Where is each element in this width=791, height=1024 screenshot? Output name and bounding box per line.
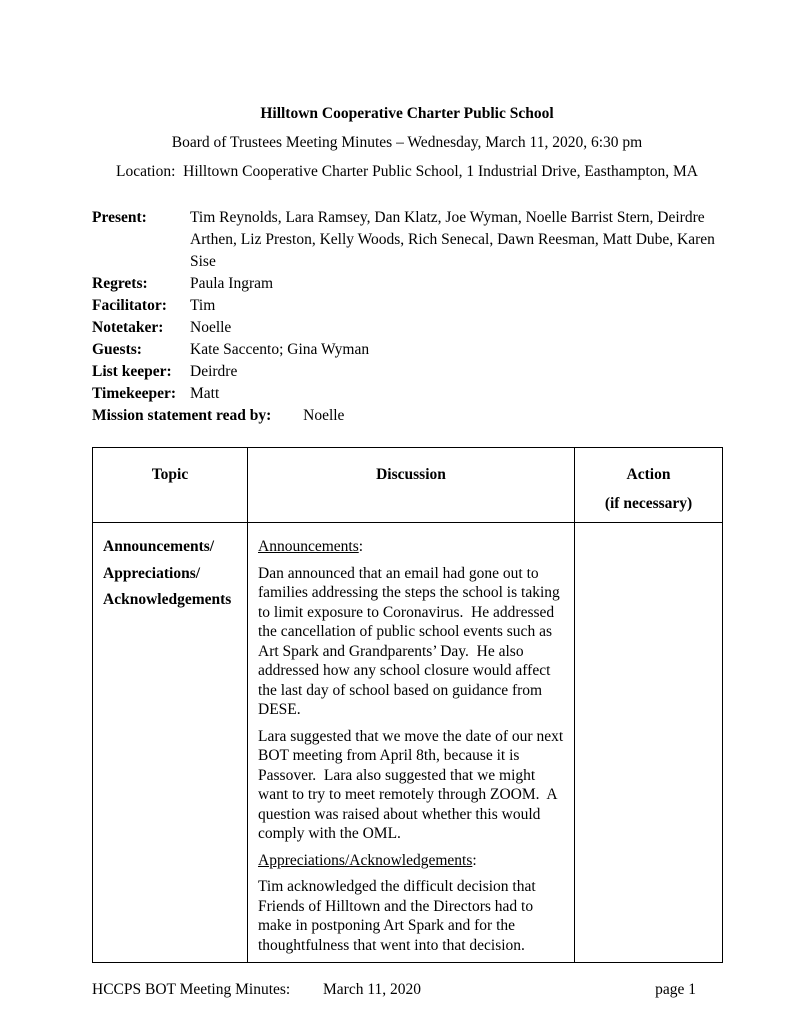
discussion-heading-text: Appreciations/Acknowledgements	[258, 851, 473, 869]
discussion-paragraph: Tim acknowledged the difficult decision that Friends of Hilltown and the Directors had to make in postponing Art Spark and for the thoughtfulness that went into that decision.	[258, 878, 540, 954]
column-header-discussion-label: Discussion	[376, 466, 446, 483]
roster-label: Present:	[92, 209, 147, 226]
meeting-subtitle: Board of Trustees Meeting Minutes – Wednesday, March 11, 2020, 6:30 pm	[171, 134, 643, 151]
column-header-topic	[93, 448, 248, 523]
discussion-heading-colon: :	[472, 851, 477, 869]
document-title: Hilltown Cooperative Charter Public School	[260, 105, 554, 122]
topic-line: Acknowledgements	[103, 591, 232, 608]
roster-value: Paula Ingram	[190, 275, 274, 292]
column-header-action	[575, 448, 723, 523]
roster-list	[92, 207, 722, 427]
roster-row-present	[92, 207, 722, 273]
roster-label: Notetaker:	[92, 319, 164, 336]
topic-line: Announcements/	[103, 538, 215, 555]
meeting-location: Location: Hilltown Cooperative Charter Public School, 1 Industrial Drive, Easthampton, MA	[115, 163, 698, 180]
topic-cell	[93, 523, 248, 963]
footer-document-label: HCCPS BOT Meeting Minutes:	[92, 981, 291, 998]
roster-value: Noelle	[303, 407, 345, 424]
roster-label: Guests:	[92, 341, 142, 358]
roster-value: Tim	[190, 297, 216, 314]
discussion-heading	[258, 851, 566, 871]
roster-value: Kate Saccento; Gina Wyman	[190, 341, 370, 358]
action-cell	[575, 523, 723, 963]
discussion-heading-text: Announcements	[258, 538, 359, 555]
footer-date: March 11, 2020	[323, 981, 422, 998]
column-header-action-sublabel: (if necessary)	[604, 494, 693, 512]
roster-row-timekeeper	[92, 383, 722, 405]
roster-label: Timekeeper:	[92, 385, 177, 402]
discussion-heading-colon: :	[358, 538, 364, 555]
document-header	[92, 103, 722, 183]
roster-row-notetaker	[92, 317, 722, 339]
discussion-paragraph: Lara suggested that we move the date of our next BOT meeting from April 8th, because it is Passover. Lara also suggested that we might want to try to meet remotely through ZOOM. A question was raised about whether this would comply with the OML.	[258, 727, 568, 842]
discussion-cell	[248, 523, 575, 963]
roster-label: Facilitator:	[92, 297, 167, 314]
roster-value: Deirdre	[190, 363, 238, 380]
roster-value: Matt	[190, 385, 220, 402]
table-header-row	[93, 448, 723, 523]
page-footer	[92, 979, 722, 1001]
discussion-paragraph: Dan announced that an email had gone out to families addressing the steps the school is taking to limit exposure to Coronavirus. He addressed the cancellation of public school events such as Art Spark and Grandparents’ Day. He also addressed how any school closure would affect the last day of school based on guidance from DESE.	[258, 564, 564, 718]
roster-row-facilitator	[92, 295, 722, 317]
table-row	[93, 523, 723, 963]
roster-row-guests	[92, 339, 722, 361]
roster-value: Tim Reynolds, Lara Ramsey, Dan Klatz, Joe Wyman, Noelle Barrist Stern, Deirdre Arthen, Liz Preston, Kelly Woods, Rich Senecal, Dawn Reesman, Matt Dube, Karen Sise	[190, 209, 715, 270]
roster-row-list-keeper	[92, 361, 722, 383]
roster-row-mission-statement	[92, 405, 722, 427]
roster-label: List keeper:	[92, 363, 172, 380]
topic-line: Appreciations/	[103, 564, 201, 582]
column-header-topic-label: Topic	[151, 466, 189, 483]
roster-value: Noelle	[190, 319, 232, 336]
footer-page-number: page 1	[655, 981, 696, 998]
column-header-discussion	[248, 448, 575, 523]
roster-label: Mission statement read by:	[92, 407, 272, 424]
discussion-heading	[258, 537, 566, 557]
roster-label: Regrets:	[92, 275, 148, 292]
column-header-action-label: Action	[626, 466, 671, 483]
roster-row-regrets	[92, 273, 722, 295]
minutes-table	[92, 447, 723, 963]
